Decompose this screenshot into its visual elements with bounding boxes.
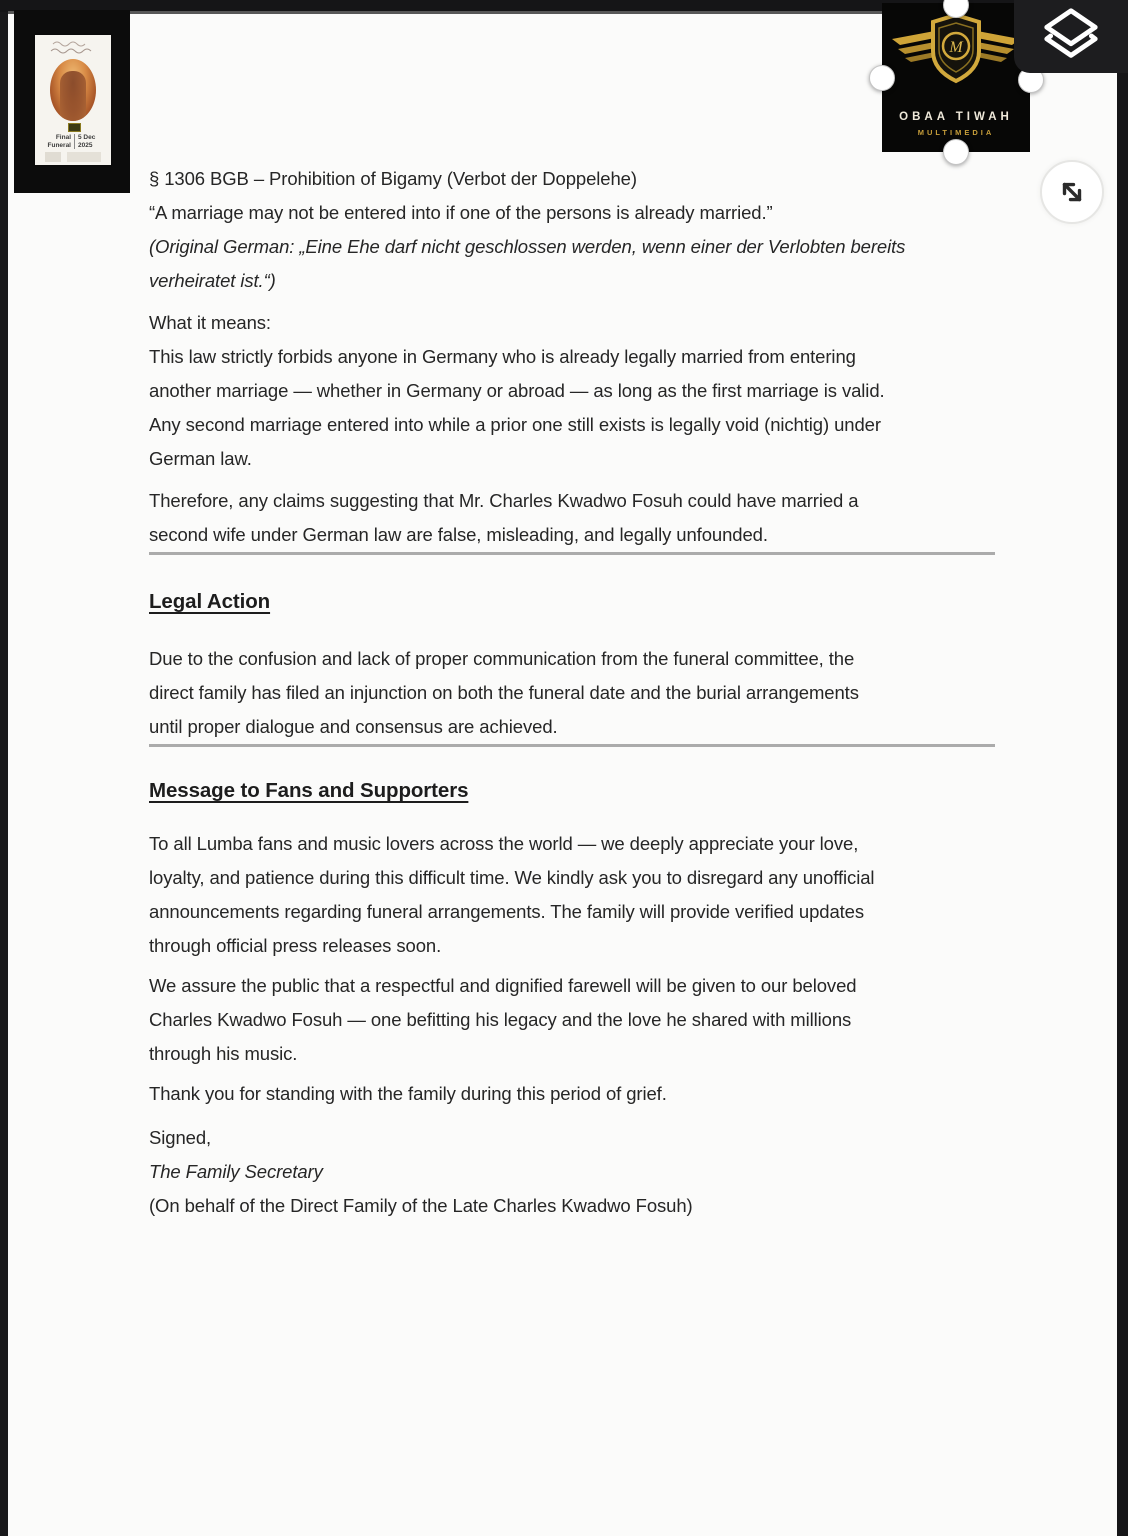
signature-behalf: (On behalf of the Direct Family of the Late Charles Kwadwo Fosuh) (149, 1195, 693, 1216)
what-it-means-paragraph: What it means: This law strictly forbids anyone in Germany who is already legally married from entering another marriage — whether in Germany or abroad — as long as the first marriage is valid. Any second marriage entered into while a prior one still exists is legally void (nichtig) under German law. (149, 312, 885, 469)
section-divider-1 (149, 552, 995, 555)
therefore-paragraph: Therefore, any claims suggesting that Mr. Charles Kwadwo Fosuh could have married a second wife under German law are false, misleading, and legally unfounded. (149, 490, 859, 545)
legal-action-heading: Legal Action (149, 590, 271, 613)
thanks-line (149, 1077, 1049, 1111)
resize-handle-left[interactable] (869, 65, 895, 91)
signature-name: The Family Secretary (149, 1161, 323, 1182)
right-edge-strip (1117, 0, 1128, 1536)
poster-caption (41, 134, 105, 149)
logo-brand-name: OBAA TIWAH (899, 111, 1013, 123)
top-bar-divider (8, 11, 1014, 14)
message-heading: Message to Fans and Supporters (149, 779, 469, 802)
message-paragraph-2: We assure the public that a respectful and dignified farewell will be given to our beloved Charles Kwadwo Fosuh — one befitting his legacy and the love he shared with millions through his music. (149, 975, 857, 1064)
script-text-decoration (43, 39, 103, 57)
caption-funeral: Funeral (47, 141, 71, 149)
funeral-poster-image (35, 35, 111, 165)
poster-emblem (68, 123, 81, 132)
expand-button[interactable] (1040, 160, 1104, 224)
poster-thumbnail-layer[interactable] (14, 10, 130, 193)
legal-action-paragraph: Due to the confusion and lack of proper communication from the funeral committee, the direct family has filed an injunction on both the funeral date and the burial arrangements until proper dialogue and consensus are achieved. (149, 648, 859, 737)
thanks-text: Thank you for standing with the family during this period of grief. (149, 1083, 667, 1104)
logo-monogram: M (949, 39, 963, 56)
section-divider-2 (149, 744, 995, 747)
document-page (8, 14, 1117, 1536)
portrait-oval (50, 59, 96, 121)
caption-date: 5 Dec (78, 134, 96, 141)
law-title-paragraph: § 1306 BGB – Prohibition of Bigamy (Verbot der Doppelehe) “A marriage may not be entered into if one of the persons is already married.” (149, 168, 773, 223)
caption-final: Final (55, 134, 71, 141)
resize-handle-bottom[interactable] (943, 139, 969, 165)
layers-button[interactable] (1014, 0, 1128, 73)
document-text (149, 162, 1049, 1223)
portrait-figure (60, 71, 86, 121)
expand-icon (1054, 174, 1090, 210)
logo-brand-sub: MULTIMEDIA (917, 128, 995, 137)
caption-year: 2025 (78, 141, 93, 149)
poster-fine-print (45, 152, 101, 162)
logo-layer-selected[interactable] (882, 3, 1030, 152)
signed-label: Signed, (149, 1127, 212, 1148)
german-quote-paragraph: (Original German: „Eine Ehe darf nicht geschlossen werden, wenn einer der Verlobten bereits verheiratet ist.“) (149, 236, 906, 291)
winged-shield-logo (882, 3, 1030, 107)
signature-block (149, 1121, 1049, 1223)
message-paragraph-1: To all Lumba fans and music lovers across the world — we deeply appreciate your love, loyalty, and patience during this difficult time. We kindly ask you to disregard any unofficial announcements regarding funeral arrangements. The family will provide verified updates through official press releases soon. (149, 833, 875, 956)
layers-icon (1040, 4, 1102, 66)
